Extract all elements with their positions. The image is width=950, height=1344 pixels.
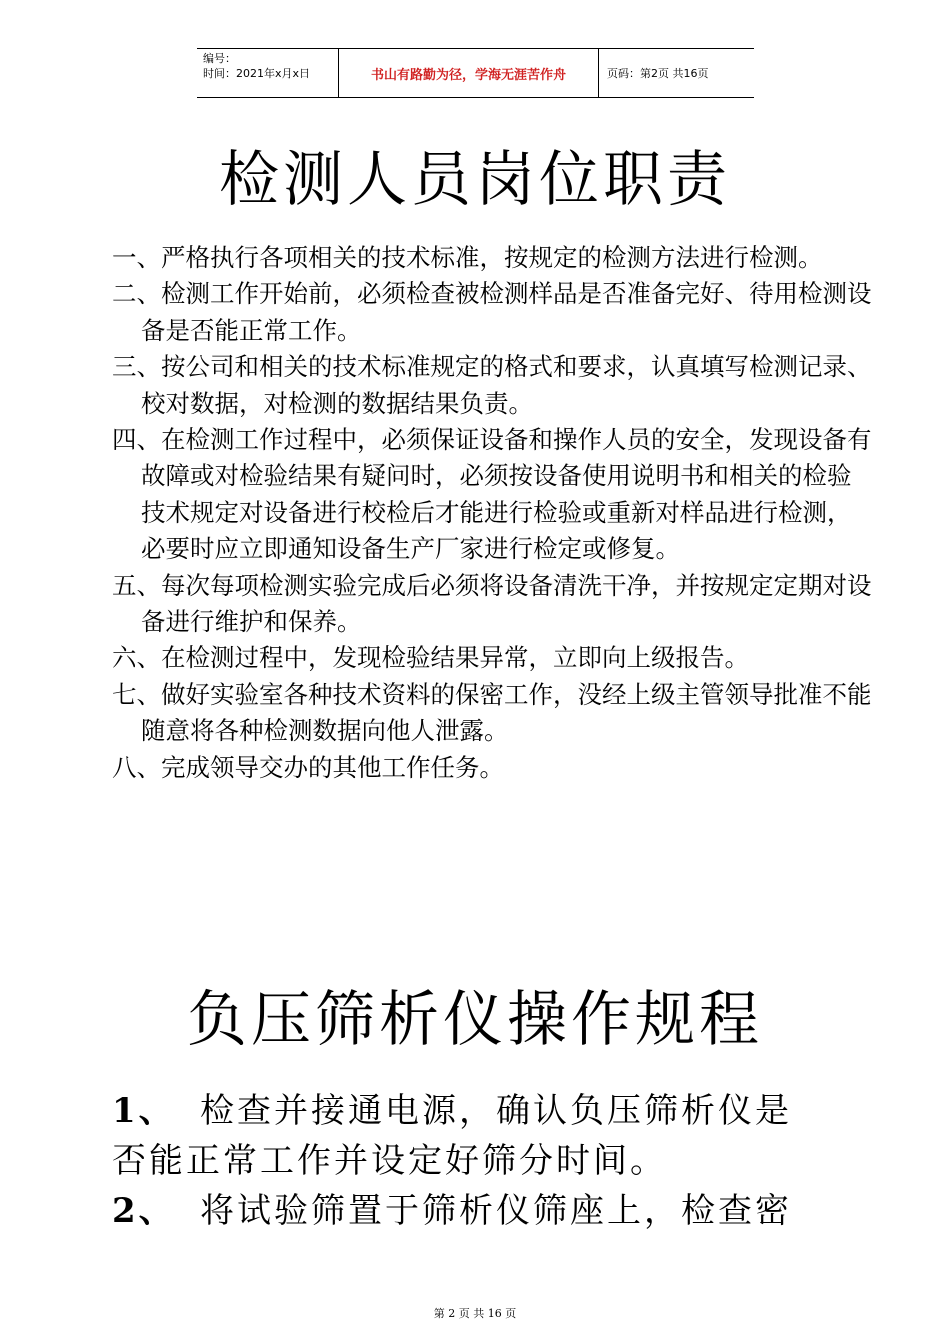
step-text: 将试验筛置于筛析仪筛座上，检查密 [200,1191,792,1231]
procedure-steps [112,1086,872,1236]
number-label: 编号： [203,52,236,65]
duty-item: 五、每次每项检测实验完成后必须将设备清洗干净，并按规定定期对设备进行维护和保养。 [112,570,872,637]
title-procedure: 负压筛析仪操作规程 [187,985,763,1055]
title-duties: 检测人员岗位职责 [219,145,731,215]
page-header [197,48,754,98]
step-number: 1、 [112,1091,176,1131]
step-item [112,1086,872,1186]
time-label: 时间：2021年x月x日 [203,67,311,80]
step-number: 2、 [112,1191,176,1231]
duty-item: 六、在检测过程中，发现检验结果异常，立即向上级报告。 [112,643,749,673]
header-page-info: 页码：第2页 共16页 [607,67,709,80]
step-text: 检查并接通电源，确认负压筛析仪是 [200,1091,792,1131]
duty-item: 七、做好实验室各种技术资料的保密工作，没经上级主管领导批准不能随意将各种检测数据向他人泄露。 [112,679,872,746]
page-footer: 第 2 页 共 16 页 [433,1307,517,1320]
step-text-continued: 否能正常工作并设定好筛分时间。 [112,1141,667,1181]
header-meta [197,49,338,97]
duty-item: 八、完成领导交办的其他工作任务。 [112,752,504,782]
duty-item: 二、检测工作开始前，必须检查被检测样品是否准备完好、待用检测设备是否能正常工作。 [112,279,872,345]
duty-item: 三、按公司和相关的技术标准规定的格式和要求，认真填写检测记录、校对数据，对检测的数据结果负责。 [112,352,872,418]
header-motto: 书山有路勤为径，学海无涯苦作舟 [338,49,599,97]
duty-item: 四、在检测工作过程中，必须保证设备和操作人员的安全，发现设备有故障或对检验结果有疑问时，必须按设备使用说明书和相关的检验技术规定对设备进行校检后才能进行检验或重新对样品进行检测，必要时应立即通知设备生产厂家进行检定或修复。 [112,425,872,564]
duty-item: 一、严格执行各项相关的技术标准，按规定的检测方法进行检测。 [112,243,823,272]
duties-list [112,240,872,786]
step-item [112,1186,872,1236]
